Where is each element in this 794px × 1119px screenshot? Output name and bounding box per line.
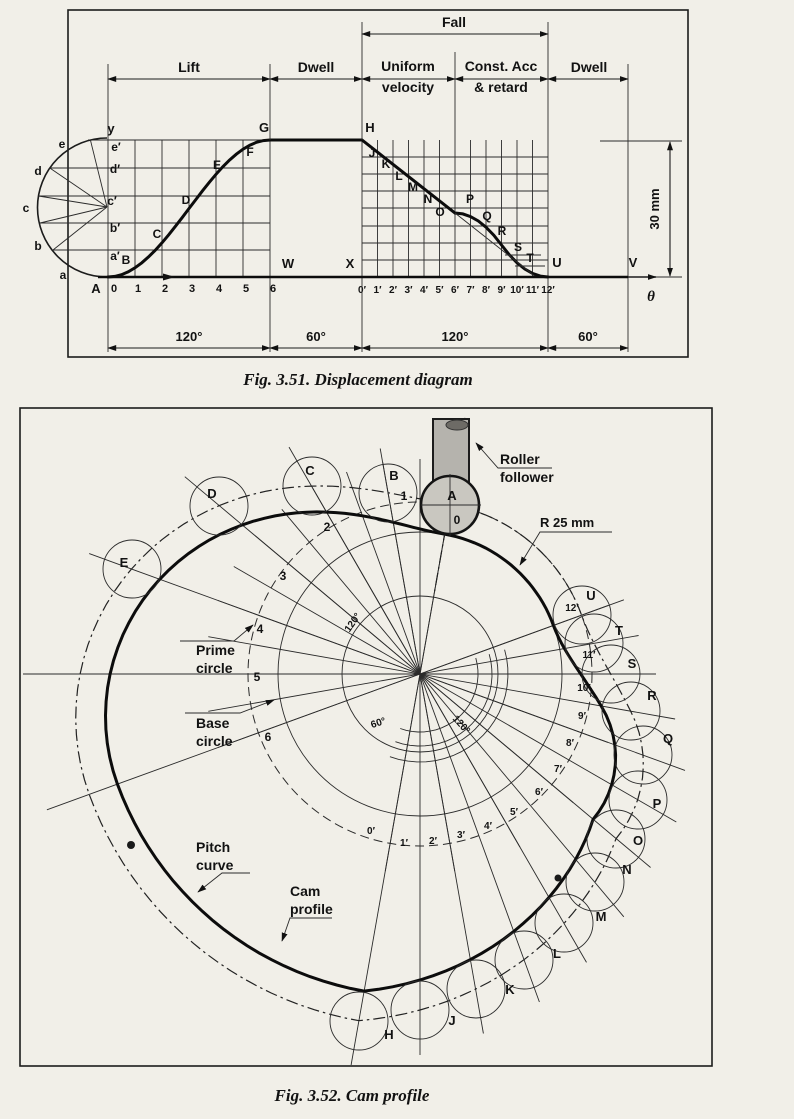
f1-x-prime-tick: 2′ xyxy=(389,285,397,296)
angle-span-1: 120° xyxy=(175,329,203,344)
f1-lift-curve-letter: F xyxy=(246,145,254,159)
f2-prime-number: 4′ xyxy=(484,821,492,832)
region-label-const-2: & retard xyxy=(474,79,528,95)
f2-radial-line xyxy=(255,536,650,868)
f2-ring-letter: S xyxy=(627,656,637,671)
f2-prime-number: 6′ xyxy=(535,787,543,798)
f2-ring-letter: T xyxy=(615,623,623,638)
fig2-generated-labels xyxy=(120,463,673,1042)
point-label-H: H xyxy=(365,120,375,135)
f2-prime-number: 8′ xyxy=(566,738,574,749)
f1-x-prime-tick: 8′ xyxy=(482,285,490,296)
f1-radial-construction-line xyxy=(39,196,108,207)
point-label-U: U xyxy=(552,255,562,270)
pitch-curve-label-2: curve xyxy=(196,857,234,873)
leader-cam-profile xyxy=(282,918,332,941)
f1-x-prime-tick: 1′ xyxy=(373,285,382,296)
f1-fall-curve-letter: P xyxy=(465,192,475,206)
fig2-cam-profile xyxy=(20,408,712,1105)
f1-arc-prime-letter: a′ xyxy=(110,249,120,263)
f2-radial-line xyxy=(313,488,587,963)
region-label-dwell1: Dwell xyxy=(297,59,335,75)
f2-division-number: 2 xyxy=(323,520,331,534)
f1-x-tick: 6 xyxy=(269,283,277,295)
point-label-X: X xyxy=(345,256,355,271)
f1-lift-curve-letter: C xyxy=(152,227,162,241)
f1-x-prime-tick: 0′ xyxy=(358,285,366,296)
f1-fall-curve-letter: Q xyxy=(482,209,492,223)
cam-angle-120-lift: 120° xyxy=(342,611,364,635)
f2-division-number: 1 xyxy=(400,489,408,503)
theta-axis-label: θ xyxy=(647,289,655,305)
region-label-dwell2: Dwell xyxy=(570,59,608,75)
roller-follower-label-1: Roller xyxy=(500,451,540,467)
base-circle-label-1: Base xyxy=(196,715,230,731)
point-label-V: V xyxy=(628,255,638,270)
scan-mark xyxy=(555,875,562,882)
radius-label: R 25 mm xyxy=(540,515,595,530)
f1-x-prime-tick: 4′ xyxy=(420,285,428,296)
f1-arc-letter: b xyxy=(34,239,42,253)
f2-radial-line xyxy=(347,472,540,1002)
f2-prime-number: 7′ xyxy=(554,764,562,775)
fig1-generated-geometry xyxy=(23,137,556,296)
f1-fall-curve-letter: R xyxy=(497,224,507,238)
f1-fall-curve-letter: M xyxy=(408,180,418,194)
f2-ring-letter: B xyxy=(389,468,399,483)
prime-circle-label-1: Prime xyxy=(196,642,235,658)
f2-prime-number: 2′ xyxy=(429,836,437,847)
f1-fall-curve-letter: L xyxy=(395,169,403,183)
f2-ring-letter: O xyxy=(632,833,644,848)
f1-x-prime-tick: 12′ xyxy=(541,285,555,296)
f1-x-tick: 4 xyxy=(215,283,223,295)
f1-arc-prime-letter: b′ xyxy=(109,221,121,235)
cam-angle-120-fall: 120° xyxy=(449,713,472,737)
f2-ring-letter: D xyxy=(207,486,217,501)
f1-fall-curve-letter: S xyxy=(513,240,523,254)
f1-arc-prime-letter: d′ xyxy=(109,162,121,176)
cam-profile-label-1: Cam xyxy=(290,883,321,899)
f2-ring-letter: U xyxy=(586,588,596,603)
f2-ring-letter: K xyxy=(505,982,515,997)
stem-break-mark xyxy=(446,420,468,430)
f2-ring-letter: H xyxy=(384,1027,394,1042)
f2-prime-number: 11′ xyxy=(582,650,596,661)
motion-direction-arrow xyxy=(163,274,175,281)
angle-span-4: 60° xyxy=(578,329,598,344)
fig1-caption: Fig. 3.51. Displacement diagram xyxy=(243,370,473,389)
height-dimension-label: 30 mm xyxy=(647,188,662,230)
region-label-const-1: Const. Acc xyxy=(464,58,538,74)
f1-construction-semicircle xyxy=(38,138,108,277)
f1-fall-curve-letter: K xyxy=(381,157,391,171)
f1-x-tick: 2 xyxy=(161,283,169,295)
pitch-curve-label-1: Pitch xyxy=(196,839,231,855)
f1-fall-curve-letter: O xyxy=(435,205,445,219)
angle-span-2: 60° xyxy=(306,329,326,344)
f2-radial-line xyxy=(208,636,638,712)
point-label-W: W xyxy=(281,256,295,271)
region-label-uniform-2: velocity xyxy=(381,79,435,95)
f1-arc-prime-letter: c′ xyxy=(107,194,117,208)
f1-x-prime-tick: 10′ xyxy=(510,285,524,296)
f1-x-tick: 0 xyxy=(110,283,118,295)
f2-ring-letter: P xyxy=(652,796,662,811)
f1-fall-curve-letter: J xyxy=(368,146,376,160)
fig1-displacement-diagram xyxy=(23,10,688,389)
f1-x-prime-tick: 7′ xyxy=(466,285,475,296)
f2-division-number: 0 xyxy=(453,513,461,527)
f2-division-number: 5 xyxy=(253,670,261,684)
f2-ring-letter: M xyxy=(595,909,607,924)
leader-r25 xyxy=(520,532,612,565)
f1-x-prime-tick: 5′ xyxy=(435,285,444,296)
f1-arc-letter: d xyxy=(34,164,42,178)
f1-arc-letter: a xyxy=(59,268,67,282)
region-label-uniform-1: Uniform xyxy=(381,58,435,74)
f2-prime-number: 0′ xyxy=(367,826,375,837)
f2-prime-number: 5′ xyxy=(510,807,518,818)
f2-ring-letter: L xyxy=(553,946,561,961)
f2-prime-number: 12′ xyxy=(565,603,579,614)
f2-ring-letter: C xyxy=(305,463,315,478)
f2-prime-number: 3′ xyxy=(457,830,465,841)
f1-uniform-chord xyxy=(455,213,536,277)
f2-division-number: 3 xyxy=(279,569,287,583)
f1-arc-letter: e xyxy=(58,137,66,151)
fig2-border xyxy=(20,408,712,1066)
f2-prime-number: 10′ xyxy=(577,683,591,694)
f1-x-tick: 5 xyxy=(242,283,250,295)
leader-pitch-curve xyxy=(198,873,250,892)
point-label-A: A xyxy=(91,281,101,296)
f2-ring-letter: A xyxy=(447,488,457,503)
roller-follower-assembly xyxy=(421,419,481,536)
f1-lift-curve-letter: E xyxy=(212,158,222,172)
f1-x-tick: 3 xyxy=(188,283,196,295)
f1-arc-letter: c xyxy=(22,201,30,215)
cam-profile-label-2: profile xyxy=(290,901,333,917)
f2-division-number: 6 xyxy=(264,730,272,744)
f2-radial-line xyxy=(279,509,624,917)
base-circle-label-2: circle xyxy=(196,733,233,749)
f1-arc-prime-letter: e′ xyxy=(111,140,121,154)
point-label-G: G xyxy=(258,120,270,135)
prime-circle-label-2: circle xyxy=(196,660,233,676)
f1-lift-curve-letter: D xyxy=(181,193,191,207)
angle-span-3: 120° xyxy=(441,329,469,344)
f2-ring-letter: N xyxy=(622,862,632,877)
roller-follower-label-2: follower xyxy=(500,469,554,485)
f1-fall-curve-letter: N xyxy=(423,192,433,206)
f1-lift-curve-letter: B xyxy=(121,253,131,267)
region-label-lift: Lift xyxy=(178,59,200,75)
f1-x-prime-tick: 3′ xyxy=(404,285,413,296)
f2-ring-letter: J xyxy=(448,1013,456,1028)
region-label-fall: Fall xyxy=(441,14,467,30)
cam-angle-60-dwell: 60° xyxy=(369,715,388,731)
f2-ring-letter: Q xyxy=(662,731,674,746)
f1-x-tick: 1 xyxy=(134,283,142,295)
scan-mark xyxy=(127,841,135,849)
y-axis-label: y xyxy=(107,121,115,136)
f2-division-number: 4 xyxy=(256,622,264,636)
f1-x-prime-tick: 9′ xyxy=(497,285,506,296)
f2-prime-number: 9′ xyxy=(578,711,586,722)
fig2-caption: Fig. 3.52. Cam profile xyxy=(274,1086,430,1105)
f1-x-prime-tick: 6′ xyxy=(451,285,459,296)
f2-ring-letter: R xyxy=(647,688,657,703)
f2-prime-number: 1′ xyxy=(400,838,408,849)
f1-fall-curve-letter: T xyxy=(526,251,534,265)
f2-ring-letter: E xyxy=(119,555,129,570)
f1-x-prime-tick: 11′ xyxy=(526,285,539,296)
